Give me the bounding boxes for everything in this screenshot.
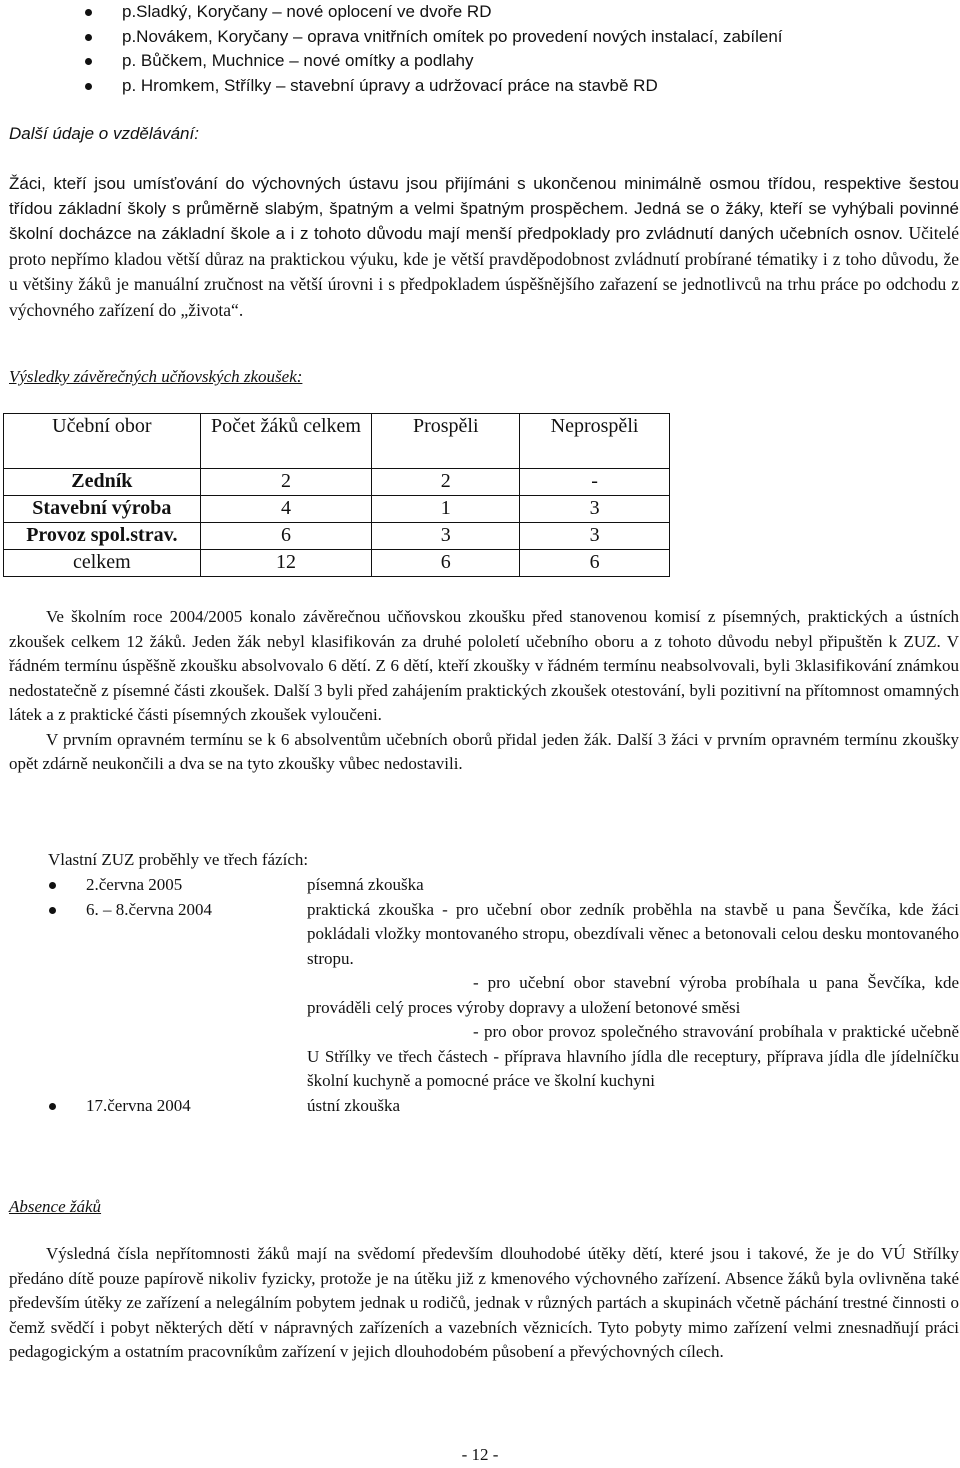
bullet-icon — [85, 83, 92, 90]
table-cell: Zedník — [4, 469, 201, 496]
bullet-icon — [85, 58, 92, 65]
table-header-cell: Neprospěli — [520, 414, 670, 469]
table-cell: 4 — [200, 496, 372, 523]
table-header-row — [4, 414, 670, 469]
results-paragraph: Ve školním roce 2004/2005 konalo závěrečnou učňovskou zkoušku před stanovenou komisí z písemných, praktických a ústních zkoušek celkem 12 žáků. Jeden žák nebyl klasifikován za druhé pololetí učebního oboru a z tohoto důvodu nebyl připuštěn k ZUZ. V řádném termínu úspěšně zkoušku absolvovalo 6 dětí. Z 6 dětí, kteří zkoušky v řádném termínu neabsolvovali, byli 3klasifikování známkou nedostatečně z písemné části zkoušek. Další 3 byli před zahájením praktických zkoušek otestování, byli pozitivní na přítomnost omamných látek a z praktické části písemných zkoušek vyloučeni. — [9, 607, 959, 724]
phases-intro: Vlastní ZUZ proběhly ve třech fázích: — [48, 850, 309, 869]
table-cell: 6 — [520, 550, 670, 577]
results-heading: Výsledky závěrečných učňovských zkoušek: — [9, 367, 303, 386]
absence-heading: Absence žáků — [9, 1197, 102, 1216]
table-cell: 6 — [372, 550, 520, 577]
phase-item — [9, 1094, 959, 1119]
page-number: - 12 - — [461, 1445, 499, 1464]
list-item: p. Hromkem, Střílky – stavební úpravy a udržovací práce na stavbě RD — [85, 74, 945, 99]
bullet-icon — [49, 907, 56, 914]
phase-date: 6. – 8.června 2004 — [86, 899, 213, 919]
bullet-icon — [85, 9, 92, 16]
results-table — [3, 413, 670, 577]
results-paragraph: V prvním opravném termínu se k 6 absolventům učebních oborů přidal jeden žák. Další 3 žáci v prvním opravném termínu zkoušky opět zdárně neukončili a dva se na tyto zkoušky vůbec nedostavili. — [9, 729, 959, 773]
table-header-cell: Počet žáků celkem — [200, 414, 372, 469]
table-cell: 12 — [200, 550, 372, 577]
table-cell: Stavební výroba — [4, 496, 201, 523]
list-item: p.Sladký, Koryčany – nové oplocení ve dvoře RD — [85, 0, 945, 25]
bullet-icon — [49, 1103, 56, 1110]
table-cell: - — [520, 469, 670, 496]
table-cell: 1 — [372, 496, 520, 523]
education-paragraph-lead: Žáci, kteří jsou umísťování do výchovných ústavu jsou přijímáni s ukončenou minimálně osmou třídou, respektive šestou třídou základní školy s průměrně slabým, špatným a velmi špatným prospěchem. Jedná se o žáky, kteří se vyhýbali povinné školní docházce na základní škole a i z tohoto důvodu mají menší předpoklady pro zvládnutí daných učebních osnov. — [9, 174, 959, 243]
table-cell: Provoz spol.strav. — [4, 523, 201, 550]
bullet-icon — [85, 34, 92, 41]
table-cell: 3 — [520, 496, 670, 523]
phase-item — [9, 898, 959, 1094]
phase-desc: - pro učební obor stavební výroba probíhala u pana Ševčíka, kde prováděli celý proces výroby dopravy a uložení betonové směsi — [307, 973, 959, 1017]
works-list — [85, 0, 945, 98]
phase-date: 2.června 2005 — [86, 875, 183, 894]
phase-date: 17.června 2004 — [86, 1095, 191, 1115]
phases-list — [9, 873, 959, 1118]
table-row-total — [4, 550, 670, 577]
table-cell: 2 — [200, 469, 372, 496]
education-paragraph — [9, 172, 959, 323]
table-cell: celkem — [4, 550, 201, 577]
table-row — [4, 523, 670, 550]
table-cell: 2 — [372, 469, 520, 496]
table-row — [4, 496, 670, 523]
list-item: p.Novákem, Koryčany – oprava vnitřních omítek po provedení nových instalací, zabílení — [85, 25, 945, 50]
education-heading: Další údaje o vzdělávání: — [9, 124, 199, 143]
table-cell: 3 — [520, 523, 670, 550]
list-item: p. Bůčkem, Muchnice – nové omítky a podlahy — [85, 49, 945, 74]
table-cell: 6 — [200, 523, 372, 550]
table-cell: 3 — [372, 523, 520, 550]
phase-desc: - pro obor provoz společného stravování probíhala v praktické učebně U Střílky ve třech částech - příprava hlavního jídla dle receptury, příprava jídla dle jídelníčku školní kuchyně a pomocné práce ve školní kuchyni — [307, 1022, 959, 1090]
phase-desc: ústní zkouška — [307, 1095, 401, 1115]
results-text — [9, 605, 959, 777]
phase-item — [9, 873, 959, 898]
education-paragraph-rest: Učitelé proto nepřímo kladou větší důraz na praktickou výuku, kde je větší pravděpodobnost zvládnutí probírané tématiky i z toho důvodu, že u většiny žáků je manuální zručnost na větší úrovni i s předpokladem úspěšnějšího zařazení se jednotlivců na trhu práce po odchodu z výchovného zařízení do „života“. — [9, 223, 959, 320]
table-header-cell: Prospěli — [372, 414, 520, 469]
bullet-icon — [49, 882, 56, 889]
table-row — [4, 469, 670, 496]
phase-desc: praktická zkouška - pro učební obor zedník proběhla na stavbě u pana Ševčíka, kde žáci pokládali vložky montovaného stropu, obezdívali věnec a betonovali celou desku montovaného stropu. — [307, 899, 959, 968]
absence-paragraph: Výsledná čísla nepřítomnosti žáků mají na svědomí především dlouhodobé útěky dětí, které jsou i takové, že je do VÚ Střílky předáno dítě pouze papírově nikoliv fyzicky, protože je na útěku již z kmenového výchovného zařízení. Absence žáků byla ovlivněna také především útěky ze zařízení a nelegálním pobytem jednak u rodičů, jednak v různých partách a skupinách včetně páchání trestné činnosti o čemž svědčí i pobyt některých dětí v nápravných zařízeních a vazebních věznicích. Tyto pobyty mimo zařízení velmi znesnadňují práci pedagogickým a ostatním pracovníkům zařízení v jejich dlouhodobém působení a převýchovných cílech. — [9, 1244, 959, 1361]
table-header-cell: Učební obor — [4, 414, 201, 469]
phase-desc: písemná zkouška — [307, 875, 424, 894]
